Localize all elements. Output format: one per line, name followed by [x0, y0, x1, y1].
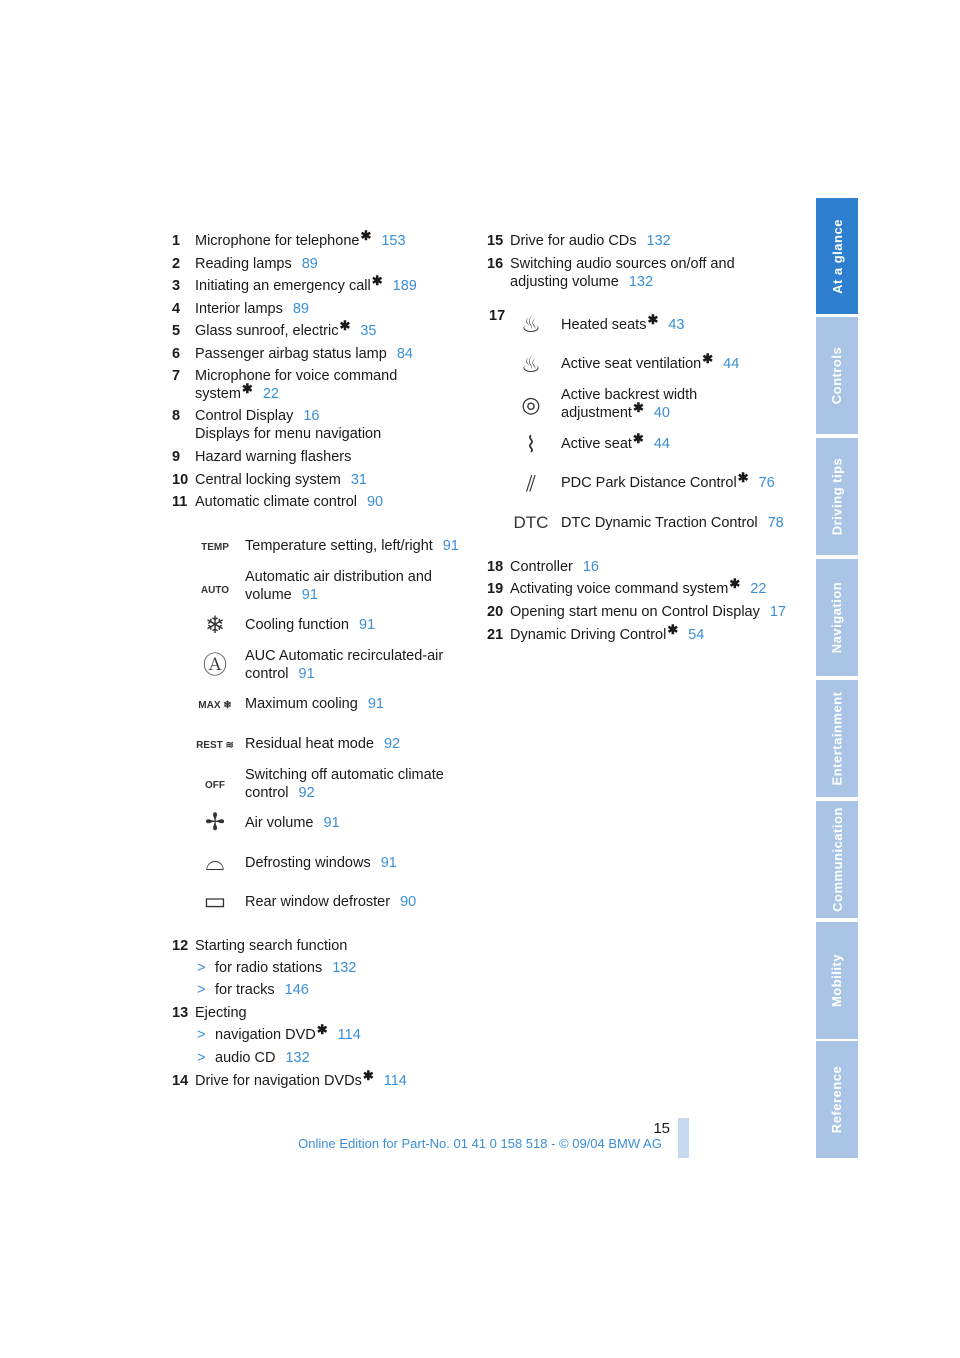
- auto-icon: AUTO: [200, 584, 230, 596]
- side-tab-label: Reference: [829, 1065, 845, 1134]
- item-page-link[interactable]: 114: [383, 1073, 407, 1089]
- item-label: Interior lamps: [195, 301, 283, 317]
- item-line: [510, 273, 790, 291]
- item-number: 2: [172, 256, 181, 272]
- sub-page-link[interactable]: 146: [284, 982, 309, 998]
- item-page-link[interactable]: 189: [392, 278, 417, 294]
- item-label: system: [195, 386, 241, 402]
- item-label: Reading lamps: [195, 256, 292, 272]
- sub-item-text: [215, 1022, 361, 1044]
- control-line: [561, 400, 801, 422]
- climate-control-text: [245, 735, 465, 753]
- climate-control-text: [245, 814, 465, 832]
- windshield-defrost-icon: ⌓: [205, 848, 225, 876]
- control-page-link[interactable]: 91: [380, 855, 397, 871]
- sub-item-text: [215, 1049, 310, 1067]
- item-label: adjusting volume: [510, 274, 619, 290]
- item-text: [195, 255, 475, 273]
- item-line: Switching audio sources on/off and: [510, 256, 735, 272]
- item-text: [510, 603, 810, 621]
- control-label: control: [245, 785, 289, 801]
- control-line: Switching off automatic climate: [245, 767, 444, 783]
- control-line: AUC Automatic recirculated-air: [245, 648, 444, 664]
- item-number: 21: [487, 627, 504, 643]
- item-number: 15: [487, 233, 504, 249]
- recirculation-icon: Ⓐ: [203, 651, 227, 679]
- item-number: 1: [172, 233, 181, 249]
- item-page-link[interactable]: 16: [303, 408, 320, 424]
- item-number: 13: [172, 1005, 189, 1021]
- item-label: Starting search function: [195, 938, 348, 954]
- asterisk-icon: ✱: [632, 400, 644, 415]
- control-line: Automatic air distribution and: [245, 569, 432, 585]
- seat-control-text: [561, 312, 801, 334]
- item-number: 19: [487, 581, 504, 597]
- item-text: [195, 471, 475, 489]
- control-label: Defrosting windows: [245, 855, 371, 871]
- asterisk-icon: ✱: [632, 431, 644, 446]
- bullet-arrow-icon: >: [197, 1027, 206, 1043]
- sub-item-text: [215, 959, 356, 977]
- control-label: Heated seats: [561, 317, 647, 333]
- item-text: [510, 622, 810, 644]
- item-label: Control Display: [195, 408, 294, 424]
- control-page-link[interactable]: 92: [383, 736, 401, 752]
- control-page-link[interactable]: 91: [298, 666, 315, 682]
- item-text: [195, 367, 475, 403]
- bullet-arrow-icon: >: [197, 1050, 206, 1066]
- item-text: [195, 228, 475, 250]
- asterisk-icon: ✱: [371, 273, 383, 288]
- sub-label: audio CD: [215, 1050, 276, 1066]
- item-number: 5: [172, 323, 181, 339]
- item-page-link[interactable]: 89: [301, 256, 318, 272]
- control-page-link[interactable]: 90: [400, 894, 417, 910]
- item-number: 17: [489, 308, 506, 324]
- asterisk-icon: ✱: [729, 576, 741, 591]
- climate-control-text: [245, 695, 465, 713]
- side-tab-entertainment[interactable]: [816, 680, 858, 797]
- max-cooling-icon: MAX ❄: [198, 699, 232, 711]
- item-page-link[interactable]: 35: [360, 323, 377, 339]
- climate-control-text: [245, 854, 465, 872]
- snowflake-icon: ❄: [204, 611, 226, 639]
- active-seat-icon: ⌇: [525, 431, 537, 457]
- item-page-link[interactable]: 132: [628, 274, 654, 290]
- control-line: [245, 665, 465, 683]
- control-label: Rear window defroster: [245, 894, 391, 910]
- asterisk-icon: ✱: [647, 312, 659, 327]
- item-line: Displays for menu navigation: [195, 426, 382, 442]
- bullet-arrow-icon: >: [197, 960, 206, 976]
- sub-page-link[interactable]: 132: [285, 1050, 310, 1066]
- item-page-link[interactable]: 84: [396, 346, 413, 362]
- control-label: Temperature setting, left/right: [245, 538, 433, 554]
- side-tab-label: Mobility: [829, 953, 845, 1008]
- item-number: 4: [172, 301, 181, 317]
- item-text: [195, 937, 475, 955]
- off-icon: OFF: [205, 779, 225, 791]
- sub-page-link[interactable]: 132: [332, 960, 357, 976]
- item-label: Glass sunroof, electric: [195, 323, 339, 339]
- item-number: 18: [487, 559, 504, 575]
- asterisk-icon: ✱: [360, 228, 372, 243]
- item-number: 16: [487, 256, 504, 272]
- control-page-link[interactable]: 91: [323, 815, 340, 831]
- control-page-link[interactable]: 91: [301, 587, 318, 603]
- item-text: [195, 1004, 475, 1022]
- climate-control-text: [245, 537, 465, 555]
- item-page-link[interactable]: 22: [262, 386, 279, 402]
- item-number: 14: [172, 1073, 189, 1089]
- asterisk-icon: ✱: [702, 351, 714, 366]
- item-line: [195, 381, 475, 403]
- control-label: volume: [245, 587, 292, 603]
- item-label: Drive for navigation DVDs: [195, 1073, 362, 1089]
- control-label: Air volume: [245, 815, 314, 831]
- item-label: Initiating an emergency call: [195, 278, 371, 294]
- item-number: 7: [172, 368, 181, 384]
- residual-heat-icon: REST ≋: [196, 739, 234, 751]
- control-page-link[interactable]: 91: [359, 617, 376, 633]
- rear-defrost-icon: ▭: [203, 887, 227, 915]
- asterisk-icon: ✱: [667, 622, 679, 637]
- item-page-link[interactable]: 17: [769, 604, 786, 620]
- control-page-link[interactable]: 76: [758, 475, 775, 491]
- item-number: 6: [172, 346, 181, 362]
- bullet-arrow-icon: >: [197, 982, 206, 998]
- item-text: [510, 558, 810, 576]
- item-text: [195, 1068, 475, 1090]
- item-text: [510, 576, 810, 598]
- side-tab-label: Driving tips: [829, 457, 845, 536]
- asterisk-icon: ✱: [339, 318, 351, 333]
- item-page-link[interactable]: 31: [350, 472, 367, 488]
- side-tab-label: At a glance: [829, 218, 845, 294]
- item-label: Opening start menu on Control Display: [510, 604, 760, 620]
- item-number: 10: [172, 472, 189, 488]
- item-number: 3: [172, 278, 181, 294]
- asterisk-icon: ✱: [316, 1022, 328, 1037]
- asterisk-icon: ✱: [362, 1068, 374, 1083]
- climate-control-text: [245, 893, 465, 911]
- seat-control-text: [561, 386, 801, 422]
- item-label: Controller: [510, 559, 573, 575]
- item-label: Passenger airbag status lamp: [195, 346, 387, 362]
- item-label: Ejecting: [195, 1005, 247, 1021]
- control-label: Maximum cooling: [245, 696, 358, 712]
- seat-control-text: [561, 514, 801, 532]
- seat-control-text: [561, 431, 801, 453]
- item-label: Central locking system: [195, 472, 341, 488]
- item-page-link[interactable]: 153: [381, 233, 406, 249]
- climate-control-text: [245, 568, 465, 604]
- item-text: [510, 255, 790, 291]
- item-page-link[interactable]: 16: [582, 559, 599, 575]
- side-tab-label: Communication: [829, 807, 845, 912]
- item-label: Activating voice command system: [510, 581, 729, 597]
- heated-seat-icon: ♨: [521, 311, 541, 337]
- item-number: 8: [172, 408, 181, 424]
- side-tab-label: Entertainment: [829, 691, 845, 786]
- dtc-icon: DTC: [513, 512, 549, 532]
- control-page-link[interactable]: 43: [668, 317, 685, 333]
- temp-icon: TEMP: [201, 541, 229, 553]
- item-page-link[interactable]: 54: [688, 627, 705, 643]
- item-text: [195, 318, 475, 340]
- footer-text: Online Edition for Part-No. 01 41 0 158 518 - © 09/04 BMW AG: [298, 1136, 662, 1151]
- backrest-width-icon: ◎: [521, 391, 541, 417]
- side-tab-label: Controls: [829, 346, 845, 405]
- item-page-link[interactable]: 89: [292, 301, 309, 317]
- climate-control-text: [245, 616, 465, 634]
- control-label: control: [245, 666, 289, 682]
- fan-icon: ✢: [204, 808, 226, 836]
- sub-item-text: [215, 981, 309, 999]
- side-tab-label: Navigation: [829, 581, 845, 654]
- climate-control-text: [245, 766, 465, 802]
- control-label: PDC Park Distance Control: [561, 475, 737, 491]
- control-label: Active seat ventilation: [561, 356, 702, 372]
- control-line: [245, 586, 465, 604]
- item-line: Microphone for voice command: [195, 368, 398, 384]
- control-line: Active backrest width: [561, 387, 698, 403]
- asterisk-icon: ✱: [241, 381, 253, 396]
- control-page-link[interactable]: 78: [767, 515, 784, 531]
- item-label: Dynamic Driving Control: [510, 627, 667, 643]
- item-text: [195, 300, 475, 318]
- sub-page-link[interactable]: 114: [337, 1027, 361, 1043]
- item-text: [195, 493, 475, 511]
- climate-control-text: [245, 647, 465, 683]
- page-number: 15: [653, 1120, 670, 1137]
- control-page-link[interactable]: 40: [653, 405, 670, 421]
- item-label: Microphone for telephone: [195, 233, 360, 249]
- asterisk-icon: ✱: [737, 470, 749, 485]
- side-tab-navigation[interactable]: [816, 559, 858, 676]
- control-line: [245, 784, 465, 802]
- control-page-link[interactable]: 91: [367, 696, 384, 712]
- item-number: 9: [172, 449, 181, 465]
- item-label: Hazard warning flashers: [195, 449, 352, 465]
- control-page-link[interactable]: 44: [653, 436, 670, 452]
- control-label: Active seat: [561, 436, 632, 452]
- control-label: DTC Dynamic Traction Control: [561, 515, 758, 531]
- item-page-link[interactable]: 90: [366, 494, 384, 510]
- item-number: 20: [487, 604, 504, 620]
- seat-control-text: [561, 470, 801, 492]
- item-page-link[interactable]: 22: [750, 581, 767, 597]
- item-text: [195, 273, 475, 295]
- control-page-link[interactable]: 92: [298, 785, 315, 801]
- item-line: [195, 407, 475, 425]
- control-label: Cooling function: [245, 617, 349, 633]
- item-text: [195, 345, 475, 363]
- sub-label: for radio stations: [215, 960, 323, 976]
- control-page-link[interactable]: 44: [723, 356, 740, 372]
- item-text: [195, 448, 475, 466]
- side-tab-driving-tips[interactable]: [816, 438, 858, 555]
- sub-label: for tracks: [215, 982, 275, 998]
- item-text: [195, 407, 475, 443]
- seat-ventilation-icon: ♨: [521, 351, 541, 377]
- sub-label: navigation DVD: [215, 1027, 316, 1043]
- item-number: 11: [172, 494, 188, 510]
- item-text: [510, 232, 790, 250]
- item-label: Drive for audio CDs: [510, 233, 637, 249]
- item-page-link[interactable]: 132: [646, 233, 671, 249]
- seat-control-text: [561, 351, 801, 373]
- item-label: Automatic climate control: [195, 494, 357, 510]
- side-tab-controls[interactable]: [816, 317, 858, 434]
- control-label: Residual heat mode: [245, 736, 374, 752]
- pdc-icon: ⫽: [526, 470, 536, 496]
- control-page-link[interactable]: 91: [442, 538, 459, 554]
- item-number: 12: [172, 938, 189, 954]
- control-label: adjustment: [561, 405, 632, 421]
- side-tab-mobility[interactable]: [816, 922, 858, 1039]
- side-tab-at-a-glance[interactable]: [816, 198, 858, 314]
- side-tab-communication[interactable]: [816, 801, 858, 918]
